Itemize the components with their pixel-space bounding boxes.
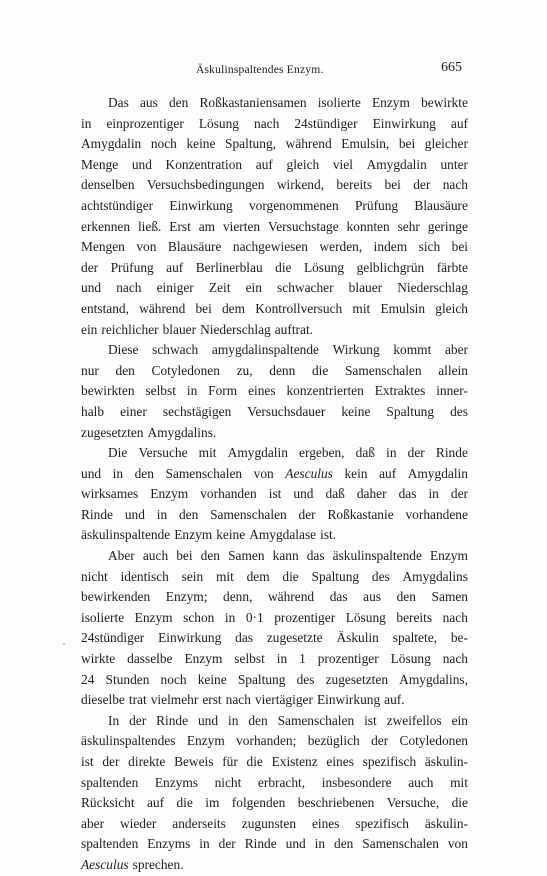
text-line: isolierte Enzym schon in 0·1 prozentiger Lösung bereits nach bbox=[81, 609, 468, 625]
running-title: Äskulinspaltendes Enzym. bbox=[196, 64, 324, 76]
text-line: Amygdalin noch keine Spaltung, während Emulsin, bei gleicher bbox=[81, 136, 468, 152]
text-line: ist der direkte Beweis für die Existenz eines spezifisch äskulin- bbox=[81, 754, 468, 769]
text-line: dieselbe trat vielmehr erst nach viertägiger Einwirkung auf. bbox=[81, 692, 405, 708]
text-line: in einprozentiger Lösung nach 24stündiger Einwirkung auf bbox=[81, 115, 468, 131]
margin-mark: · bbox=[62, 637, 66, 651]
text-line: äskulinspaltendes Enzym vorhanden; bezüglich der Cotyledonen bbox=[81, 733, 468, 749]
text-line: der Prüfung auf Berlinerblau die Lösung gelblichgrün färbte bbox=[81, 259, 468, 275]
text-line: und in den Samenschalen von Aesculus kein auf Amygdalin bbox=[81, 465, 468, 481]
text-line: Aber auch bei den Samen kann das äskulinspaltende Enzym bbox=[108, 548, 468, 564]
text-line: zugesetzten Amygdalins. bbox=[81, 424, 217, 440]
text-line: spaltenden Enzyms in der Rinde und in den Samenschalen von bbox=[81, 836, 468, 852]
text-line: Menge und Konzentration auf gleich viel Amygdalin unter bbox=[81, 156, 468, 172]
text-line: nicht identisch sein mit dem die Spaltung des Amygdalins bbox=[81, 568, 468, 584]
text-line: und nach einiger Zeit ein schwacher blauer Niederschlag bbox=[81, 280, 468, 296]
text-line: In der Rinde und in den Samenschalen ist zweifellos ein bbox=[108, 712, 468, 728]
text-line: Mengen von Blausäure nachgewiesen werden, indem sich bei bbox=[81, 239, 468, 255]
text-line: Rinde und in den Samenschalen der Roßkastanie vorhandene bbox=[81, 506, 468, 522]
paragraph bbox=[81, 340, 468, 443]
text-line: bewirkenden Enzym; denn, während das aus den Samen bbox=[81, 589, 468, 605]
text-line: Das aus den Roßkastaniensamen isolierte Enzym bewirkte bbox=[108, 95, 468, 110]
paragraph bbox=[81, 93, 468, 340]
text-line: 24 Stunden noch keine Spaltung des zugesetzten Amygdalins, bbox=[81, 671, 468, 687]
text-line: Diese schwach amygdalinspaltende Wirkung kommt aber bbox=[108, 342, 468, 358]
text-line: achtstündiger Einwirkung vorgenommenen Prüfung Blausäure bbox=[81, 197, 468, 213]
text-line: nur den Cotyledonen zu, denn die Samenschalen allein bbox=[81, 362, 468, 378]
text-line: 24stündiger Einwirkung das zugesetzte Äskulin spaltete, be- bbox=[81, 630, 468, 646]
text-line: erkennen ließ. Erst am vierten Versuchstage konnten sehr geringe bbox=[81, 218, 468, 234]
text-line: Aesculus sprechen. bbox=[81, 856, 184, 872]
page-number: 665 bbox=[441, 60, 462, 75]
text-line: bewirkten selbst in Form eines konzentrierten Extraktes inner- bbox=[81, 383, 468, 399]
text-line: spaltenden Enzyms nicht erbracht, insbesondere auch mit bbox=[81, 774, 468, 790]
text-line: äskulinspaltende Enzym keine Amygdalase ist. bbox=[81, 527, 337, 543]
paragraph bbox=[81, 711, 468, 876]
text-line: entstand, während bei dem Kontrollversuch mit Emulsin gleich bbox=[81, 300, 468, 316]
paragraph bbox=[81, 546, 468, 711]
text-line: Die Versuche mit Amygdalin ergeben, daß in der Rinde bbox=[108, 445, 468, 461]
paragraph bbox=[81, 443, 468, 546]
text-line: denselben Versuchsbedingungen wirkend, bereits bei der nach bbox=[81, 177, 468, 193]
text-line: wirkte dasselbe Enzym selbst in 1 prozentiger Lösung nach bbox=[81, 651, 468, 667]
text-line: wirksames Enzym vorhanden ist und daß daher das in der bbox=[81, 486, 468, 502]
text-line: halb einer sechstägigen Versuchsdauer keine Spaltung des bbox=[81, 403, 468, 419]
text-line: aber wieder anderseits zugunsten eines spezifisch äskulin- bbox=[81, 815, 468, 831]
body-text bbox=[81, 93, 468, 876]
text-line: Rücksicht auf die im folgenden beschriebenen Versuche, die bbox=[81, 795, 468, 811]
text-line: ein reichlicher blauer Niederschlag auftrat. bbox=[81, 321, 314, 337]
